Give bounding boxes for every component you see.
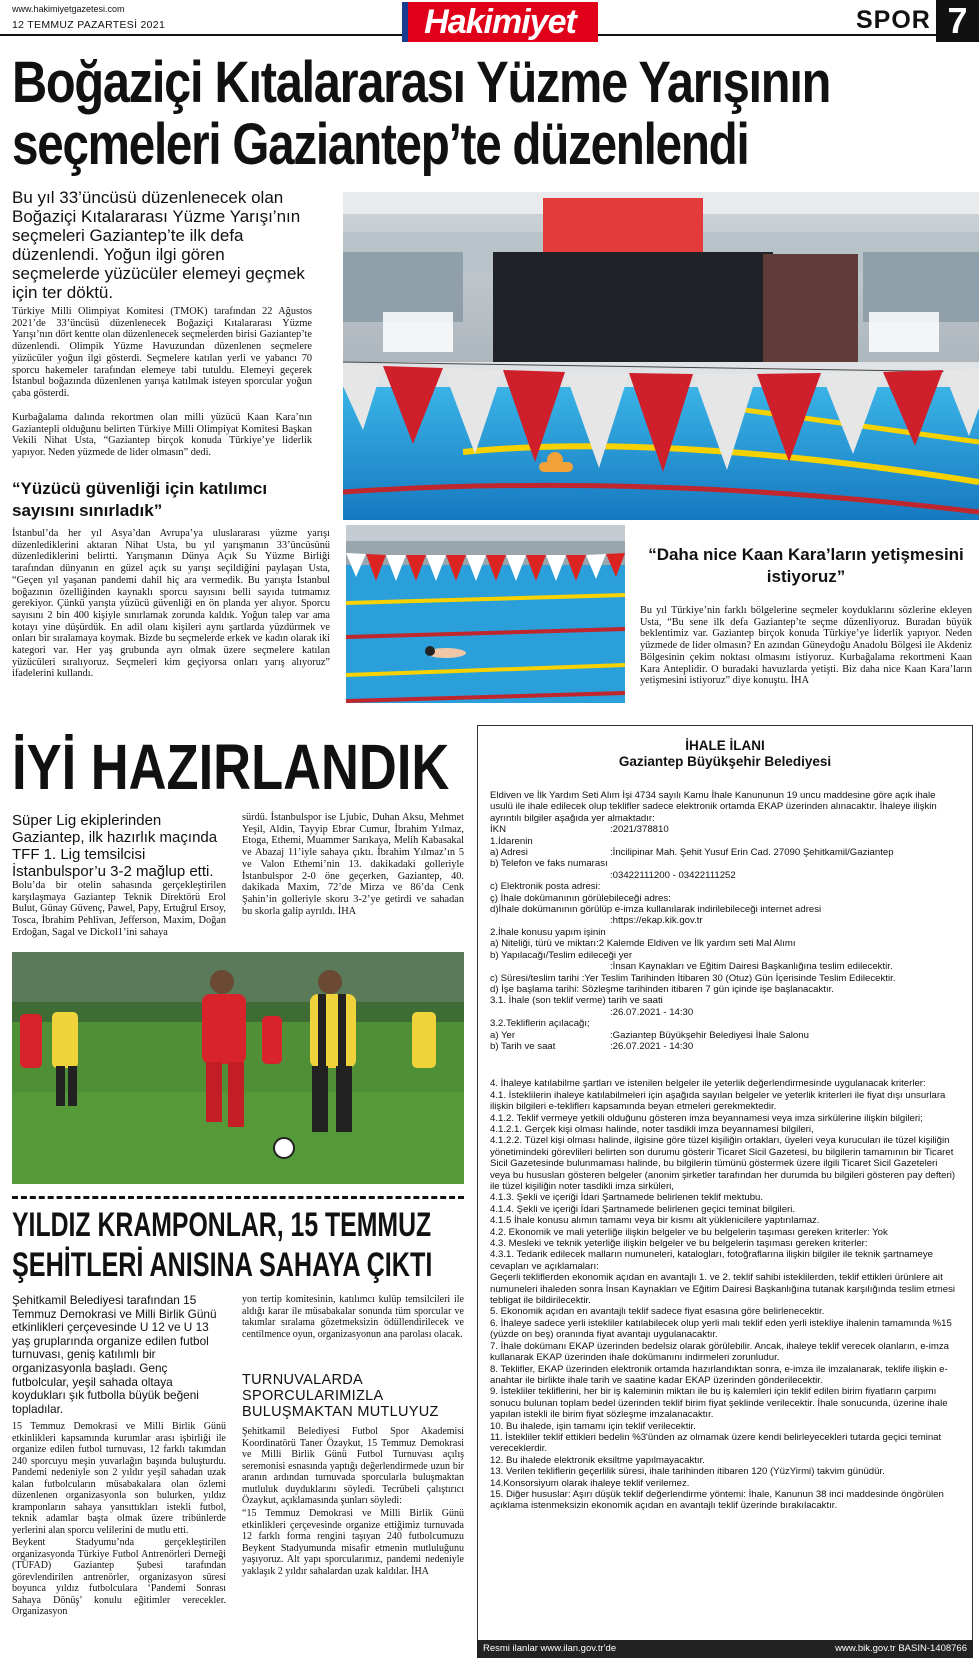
notice-clause: 10. Bu ihalede, işin tamamı için teklif verilecektir. [490,1420,696,1432]
notice-clause: 13. Verilen tekliflerin geçerlilik süresi, ihale tarihinden itibaren 120 (YüzYirmi) takvim günüdür. [490,1466,885,1478]
notice-clause: 4.1.2.2. Tüzel kişi olması halinde, ilgisine göre tüzel kişiliğin ortakları, üyeleri veya kurucuları ile tüzel kişiliğin yönetimindeki görevlileri belirten son durumu gösterir Ticaret Sicil Gazetesi, bu bilgilerin tamamının bir Ticaret Sicil Gazetesinde bulunmaması halinde, bu bilgilerin tümünü göstermek üzere ilgili Ticaret Sicil Gazeteleri veya bu hususları gösteren belgeler (anonim şirketler tarafından her durumda bu bilgileri gösteren pay defteri) ile tüzel kişiliğin noter tasdikli imza sirküleri, [490,1135,956,1192]
headline-story3-line2: ŞEHİTLERİ ANISINA SAHAYA ÇIKTI [12,1246,433,1284]
notice-row-ikn: İKN :2021/378810 [490,824,669,836]
pull-quote-2: “Daha nice Kaan Kara’ların yetişmesini istiyoruz” [648,545,964,586]
story1-paragraph-1: Türkiye Milli Olimpiyat Komitesi (TMOK) tarafından 22 Ağustos 2021’de 33’üncüsü düzenlenecek Boğaziçi Kıtalararası Yüzme Yarışı’nın dört kentte olan düzenlenecek seçmelerden birisi Gaziantep’te düzenlendi. Olimpik Yüzme Havuzundan düzenlenen seçmelere yüzücüler yoğun ilgi gösterdi. Seçmelere katılan yerli ve yabancı 70 sporcu hakemeler tarafından elemeye tabi tutuldu. Elemeyi geçerek İstanbul boğazında düzenlenen yarışa katılmak isteyen sporcular yoğun çaba gösterdi. [12,306,312,399]
notice-row-doc-download: d)İhale dokümanının görülüp e-imza kullanılarak indirilebileceği internet adresi [490,904,822,916]
site-url: www.hakimiyetgazetesi.com [12,4,125,14]
notice-clause: 15. Diğer hususlar: Aşırı düşük teklif değerlendirme yöntemi: İhale, Kanunun 38 inci maddesinde öngörülen açıklama istenmeksizin ekonomik açıdan en avantajlı teklif üzerinde bırakılacaktır. [490,1488,944,1512]
notice-clause: Geçerli tekliflerden ekonomik açıdan en avantajlı 1. ve 2. teklif sahibi isteklilerden, teklif ettikleri ürünlere ait numuneleri ihaleden sonra İnsan Kaynakları ve Eğitim Dairesi Başkanlığına tutanak karşılığında teslim etmesi tebligat ile bildirilecektir. [490,1272,956,1307]
notice-row-delivery-place: b) Yapılacağı/Teslim edileceği yer [490,949,633,961]
notice-row-doc-url: :https://ekap.kik.gov.tr [610,915,703,927]
notice-row-delivery-place-value: :İnsan Kaynakları ve Eğitim Dairesi Başkanlığına teslim edilecektir. [610,961,893,973]
notice-clause: 4.1.2.1. Gerçek kişi olması halinde, noter tasdikli imza beyannamesi bilgileri, [490,1123,814,1135]
notice-row-deadline: 3.1. İhale (son teklif verme) tarih ve saati [490,995,663,1007]
notice-row-phone-label: b) Telefon ve faks numarası [490,858,608,870]
issue-date: 12 TEMMUZ PAZARTESİ 2021 [12,19,166,31]
notice-clause: 8. Teklifler, EKAP üzerinden elektronik ortamda hazırlandıktan sonra, e-imza ile imzalanarak, teklife ilişkin e-anahtar ile birlikte ihale tarih ve saatine kadar EKAP üzerinden gönderilecektir. [490,1363,948,1386]
tender-notice [477,725,973,1645]
notice-issuer: Gaziantep Büyükşehir Belediyesi [618,754,832,769]
notice-clause: 4.3. Mesleki ve teknik yeterliğe ilişkin belgeler ve bu belgelerin taşıması gereken kriterler: [490,1238,868,1250]
headline-story1-line2: seçmeleri Gaziantep’te düzenlendi [12,112,749,177]
notice-footer [477,1640,973,1658]
story2-paragraph-2: sürdü. İstanbulspor ise Ljubic, Duhan Aksu, Mehmet Yeşil, Aldin, Tayyip Ebrar Cumur, İbrahim Yılmaz, Etoga, Ethemi, Muammer Sarıkaya, Melih Kabasakal ve Abazaj 11’iyle sahaya çıktı. İbrahim Yılmaz’ın 5 ve Valon Ethemi’nin 13. dakikadaki golleriyle İstanbulspor 2-0 öne geçerken, Gaziantep, 40. dakikada Maxim, 72’de Mirza ve 86’da Cenk Şahin’in golleriyle skoru 3-2’ye getirdi ve sahadan bu skorla galip ayrıldı. İHA [242,812,464,917]
photo-swimmer-in-lane [346,525,625,703]
story1-paragraph-3: İstanbul’da her yıl Asya’dan Avrupa’ya uluslararası yüzme yarışı düzenlediklerini aktaran Nihat Usta, bu yıl yarışmanın 33’üncüsünü düzenlediklerini belirtti. Yarışmanın Dünya Açık Su Yüzme Birliği tarafından dünyanın en güzel açık su yarışı seçildiğini paylaşan Usta, “Geçen yıl yaşanan pandemi dahil hiç ara vermedik. Bu yarışta İstanbul boğazının özelliğinden kaynaklı sporcu sayısını belli sayıda tutmamız gerekiyor. Çünkü yarışta yüzücü güvenliği en ön planda yer alıyor. Sporcu sayısını 2 bin 400 kişiyle sınırlamak zorunda kaldık. Yoğun talep var ama kotayı yine düşürdük. En adil olanı kişileri aynı şartlarda yüzdürmek ve onları bir sıralamaya koymak. Bizde bu seçmelerde erkek ve kadın olarak iki kategori var. Her yaş grubunda ayrı olmak üzere seçmelere katılan yüzücüleri sıralıyoruz. Seçmeleri kim geçiyorsa onları yarış alıyoruz” ifadelerini kullandı. [12,528,330,680]
notice-clause: 12. Bu ihalede elektronik eksiltme yapılmayacaktır. [490,1454,705,1466]
notice-row-start-date: d) İşe başlama tarihi: Sözleşme tarihinden itibaren 7 gün içinde işe başlanacaktır. [490,983,834,995]
notice-clause: 6. İhaleye sadece yerli istekliler katılabilecek olup yerli malı teklif eden yerli istekliye ihalenin tamamında %15 (yüzde on beş) oranında fiyat avantajı uygulanacaktır. [490,1317,952,1341]
page-number: 7 [936,0,979,42]
story1-lead: Bu yıl 33’üncüsü düzenlenecek olan Boğaziçi Kıtalararası Yüzme Yarışı’nın seçmeleri Gaziantep’te ilk defa düzenlendi. Yoğun ilgi gören seçmelerde yüzücüler elemeyi geçmek için ter döktü. [12,188,305,302]
notice-clause: 4.1.2. Teklif vermeye yetkili olduğunu gösteren imza beyannamesi veya imza sirkülerine ilişkin bilgileri; [490,1112,923,1124]
notice-section-2: 2.İhale konusu yapım işinin [490,926,606,938]
headline-story3-line1: YILDIZ KRAMPONLAR, 15 TEMMUZ [12,1206,432,1244]
notice-row-doc-address: ç) İhale dokümanının görülebileceği adres: [490,892,671,904]
notice-clause: 5. Ekonomik açıdan en avantajlı teklif sadece fiyat esasına göre belirlenecektir. [490,1306,825,1318]
story2-paragraph-1: Bolu’da bir otelin sahasında gerçekleştirilen karşılaşmaya Gaziantep Teknik Direktörü Erol Bulut, Günay Güvenç, Pawel, Papy, Ertuğrul Ersoy, Tosca, İbrahim Pehlivan, Jefferson, Maxim, Doğan Erdoğan, Sagal ve Dickol1’ini sahaya [12,880,226,938]
photo-swimming-pool-overview [343,192,979,520]
story1-paragraph-4: Bu yıl Türkiye’nin farklı bölgelerine seçmeler koyduklarını sözlerine ekleyen Usta, “Bu sene ilk defa Gaziantep’te seçme düzenliyoruz. Buradan büyük beklentimiz var. Gaziantep birçok konuda Türkiye’ye liderlik yapıyor. Neden yüzmede de lider olmasın? En azından Güneydoğu Anadolu Bölgesi ile Akdeniz Bölgesinin çekim noktası olmasını istiyoruz. Kurbağalama rekortmeni Kaan Kara Anteplidir. O buradaki havuzlarda yetişti. Biz daha nice Kaan Kara’ların yetişmesini istiyoruz” diye konuştu. İHA [640,605,972,687]
notice-footer-left: Resmi ilanlar www.ilan.gov.tr'de [483,1643,617,1654]
notice-row-opening-date: b) Tarih ve saat :26.07.2021 - 14:30 [490,1040,694,1052]
notice-clause: 4.2. Ekonomik ve mali yeterliğe ilişkin belgeler ve bu belgelerin taşıması gereken kriterler: Yok [490,1226,888,1238]
notice-row-address: a) Adresi :İncilipinar Mah. Şehit Yusuf Erin Cad. 27090 Şehitkamil/Gaziantep [490,847,894,859]
headline-story1-line1: Boğaziçi Kıtalararası Yüzme Yarışının [12,50,831,115]
notice-row-nature: a) Niteliği, türü ve miktarı:2 Kalemde Eldiven ve İlk yardım seti Mal Alımı [490,938,796,950]
notice-section-3-2: 3.2.Tekliflerin açılacağı; [490,1018,590,1030]
story2-lead: Süper Lig ekiplerinden Gaziantep, ilk hazırlık maçında TFF 1. Lig temsilcisi İstanbulspor’u 3-2 mağlup etti. [12,812,218,880]
story3-paragraph-2: Beykent Stadyumu’nda gerçekleştirilen organizasyonda Türkiye Futbol Antrenörleri Derneği (TÜFAD) Gaziantep Şubesi tarafından görevlendirilen antrenörler, organizasyon süresi boyunca yıldız futbolculara ‘Pandemi Sonrası Sahaya Dönüş’ konulu eğitimler verecekler. Organizasyon [12,1537,226,1618]
notice-clause: 4.3.1. Tedarik edilecek malların numuneleri, katalogları, fotoğraflarına ilişkin bilgiler ile teknik şartnameye cevapları ve açıklamaları: [490,1249,933,1272]
notice-clause: 4.1.3. Şekli ve içeriği İdari Şartnamede belirlenen teklif mektubu. [490,1192,764,1204]
notice-row-duration: c) Süresi/teslim tarihi :Yer Teslim Tarihinden İtibaren 30 (Otuz) Gün İçerisinde Teslim Edilecektir. [490,972,896,984]
notice-clause: 4.1.4. Şekli ve içeriği İdari Şartnamede belirlenen geçici teminat bilgileri. [490,1203,796,1215]
notice-footer-right: www.bik.gov.tr BASIN-1408766 [835,1643,967,1654]
notice-title: İHALE İLANI [685,738,765,753]
notice-clause: 11. İstekliler teklif ettikleri bedelin %3'ünden az olmamak üzere kendi belirleyecekleri tutarda geçici teminat vereceklerdir. [490,1431,942,1455]
section-divider [12,1196,464,1199]
notice-row-email: c) Elektronik posta adresi: [490,881,601,893]
notice-intro: Eldiven ve İlk Yardım Seti Alım İşi 4734 sayılı Kamu İhale Kanununun 19 uncu maddesine göre açık ihale usulü ile ihale edilecek olup teklifler sadece elektronik ortamda EKAP üzerinden alınacaktır. İhaleye ilişkin ayrıntılı bilgiler aşağıda yer almaktadır: [490,790,937,824]
notice-clause: 7. İhale dokümanı EKAP üzerinden bedelsiz olarak görülebilir. Ancak, ihaleye teklif verecek olanların, e-imza kullanarak EKAP üzerinden ihale dokümanını indirmeleri zorunludur. [490,1340,949,1364]
story3-paragraph-4: Şehitkamil Belediyesi Futbol Spor Akademisi Koordinatörü Taner Özaykut, 15 Temmuz Demokrasi ve Milli Birlik Günü Futbol Turnuvası açılış seremonisi esnasında yaptığı değerlendirmede uzun bir aranın ardından turnuvada sporcularla buluşmaktan mutluluk duyduklarını söyledi. Tecrübeli çalıştırıcı Özaykut, açıklamasında şunları söyledi: [242,1426,464,1507]
notice-clause: 4.1.5 İhale konusu alımın tamamı veya bir kısmı alt yüklenicilere yaptırılamaz. [490,1215,820,1227]
logo-strip [402,2,408,42]
notice-clause: 9. İstekliler tekliflerini, her bir iş kaleminin miktarı ile bu iş kalemleri için teklif edilen birim fiyatların çarpımı sonucu bulunan toplam bedel üzerinden teklif birim fiyat şeklinde verilecektir. İhale sonucunda, üzerine ihale yapılan istekli ile birim fiyat sözleşme imzalanacaktır. [490,1386,948,1421]
story3-subhead: TURNUVALARDA SPORCULARIMIZLA BULUŞMAKTAN MUTLUYUZ [242,1372,439,1420]
newspaper-logo: Hakimiyet [402,2,598,42]
notice-row-deadline-value: :26.07.2021 - 14:30 [610,1006,694,1018]
headline-story2: İYİ HAZIRLANDIK [12,731,450,803]
pull-quote-1: “Yüzücü güvenliği için katılımcı sayısını sınırladık” [12,479,268,520]
section-label: SPOR [856,6,931,34]
notice-section-1: 1.İdarenin [490,835,533,847]
photo-football-match [12,952,464,1184]
story3-lead: Şehitkamil Belediyesi tarafından 15 Temmuz Demokrasi ve Milli Birlik Günü etkinlikleri çerçevesinde U 12 ve U 13 yaş gruplarında organize edilen futbol turnuvası, geniş katılımlı bir organizasyonla başladı. Genç futbolcular, yeşil sahada oltaya koydukları şık futbolla büyük beğeni topladılar. [12,1293,217,1416]
notice-clause: 14.Konsorsiyum olarak ihaleye teklif verilemez. [490,1477,690,1489]
notice-row-phone-value: :03422111200 - 03422111252 [610,869,736,881]
notice-clauses [490,1078,960,1511]
notice-clause: 4. İhaleye katılabilme şartları ve istenilen belgeler ile yeterlik değerlendirmesinde uygulanacak kriterler: [490,1078,926,1090]
notice-clause: 4.1. İsteklilerin ihaleye katılabilmeleri için aşağıda sayılan belgeler ve yeterlik kriterleri ile fiyat dışı unsurlara ilişkin bilgileri e-tekliflerı kapsamında beyan etmeleri gerekmektedir. [490,1089,946,1113]
story1-paragraph-2: Kurbağalama dalında rekortmen olan milli yüzücü Kaan Kara’nın Gaziantepli olduğunu belirten Türkiye Milli Olimpiyat Komitesi Başkan Vekili Nihat Usta, “Gaziantep birçok konuda Türkiye’ye liderlik yapıyor. Neden yüzmede de lider olmasın” dedi. [12,412,312,459]
notice-row-venue: a) Yer :Gaziantep Büyükşehir Belediyesi İhale Salonu [490,1029,809,1041]
story3-paragraph-5: “15 Temmuz Demokrasi ve Milli Birlik Günü etkinlikleri çerçevesinde organize ettiğimiz turnuvada 12 farklı forma rengini taşıyan 240 futbolcumuzu Beykent Stadyumunda misafir etmenin mutluluğunu yaşıyoruz. Alt yapı sporcularımız, pandemi nedeniyle yaklaşık 2 yıldır sahalardan uzak kaldılar. İHA [242,1508,464,1577]
story3-paragraph-3: yon tertip komitesinin, katılımcı kulüp temsilcileri ile aldığı karar ile müsabakalar sonunda tüm sporcular ve takımlar sıralama gözetmeksizin ödüllendirilecek ve centilmence oyun, organizasyonun ana parolası olacak. [242,1294,464,1340]
story3-paragraph-1: 15 Temmuz Demokrasi ve Milli Birlik Günü etkinlikleri kapsamında kurumlar arası işbirliği ile organize edilen futbol turnuvası, 12 farklı takımdan 240 sporcuyu meşin yuvarlağın başında buluşturdu. Pandemi nedeniyle son 2 yıldır yeşil sahadan uzak kalan futbolcuların müsabakalara olan özlemi düzenlenen organizasyonla son bulurken, yıldız kramponların sahaya yansıttıkları istekli futbol, teknik adamlar başta olmak üzere tribünlerde yerlerini alan sporcu velilerini de mutlu etti. [12,1421,226,1536]
